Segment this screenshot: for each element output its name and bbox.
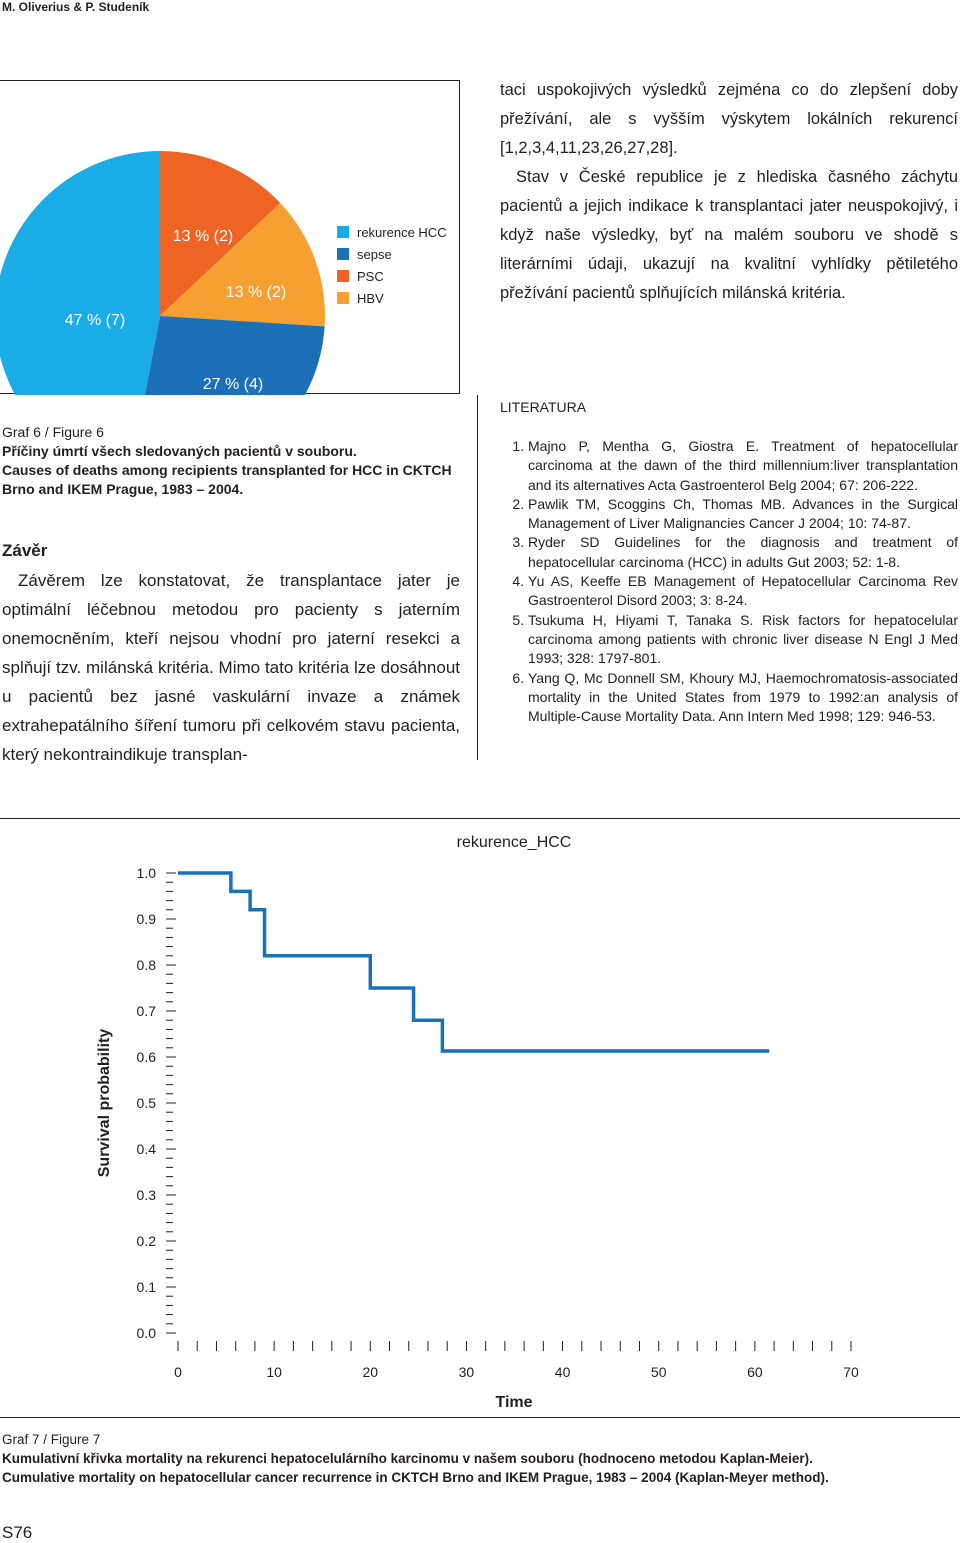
reference-item: 3. Ryder SD Guidelines for the diagnosis and treatment of hepatocellular carcinoma (HCC) in adults Gut 2003; 52: 1-8. xyxy=(528,533,958,572)
running-header: M. Oliverius & P. Studeník xyxy=(2,0,150,14)
legend-item xyxy=(337,221,447,243)
legend-label: HBV xyxy=(357,290,384,306)
caption-en: Cumulative mortality on hepatocellular cancer recurrence in CKTCH Brno and IKEM Prague, 1983 – 2004 (Kaplan-Meyer method). xyxy=(2,1470,829,1485)
caption-en: Causes of deaths among recipients transplanted for HCC in CKTCH Brno and IKEM Prague, 1983 – 2004. xyxy=(2,462,452,497)
column-divider xyxy=(477,395,478,760)
caption-label: Graf 6 / Figure 6 xyxy=(2,424,104,440)
paragraph: Stav v České republice je z hlediska časného záchytu pacientů a jejich indikace k transplantaci jater neuspokojivý, i když naše výsledky, byť na malém souboru ve shodě s literárními údaji, ukazují na kvalitní vyhlídky pětiletého přežívání pacientů splňujících milánská kritéria. xyxy=(500,168,958,302)
y-axis-label: Survival probability xyxy=(96,1028,113,1178)
paragraph: Závěrem lze konstatovat, že transplantace jater je optimální léčebnou metodou pro pacienty s jaterním onemocněním, kteří nejsou vhodní pro jaterní resekci a splňují tzv. milánská kritéria. Mimo tato kritéria lze dosáhnout u pacientů bez jasné vaskulární invaze a známek extrahepatálního šíření tumoru při celkovém stavu pacienta, který nekontraindikuje transplan- xyxy=(2,571,460,764)
legend-swatch xyxy=(337,292,349,304)
reference-item: 5. Tsukuma H, Hiyami T, Tanaka S. Risk factors for hepatocelular carcinoma among patients with chronic liver disease N Engl J Med 1993; 328: 1797-801. xyxy=(528,611,958,669)
legend-label: sepse xyxy=(357,246,392,262)
paragraph: taci uspokojivých výsledků zejména co do zlepšení doby přežívání, ale s vyšším výskytem lokálních rekurencí [1,2,3,4,11,23,26,27,28]. xyxy=(500,81,958,157)
legend-item xyxy=(337,265,447,287)
x-axis-label: Time xyxy=(495,1394,533,1411)
legend-swatch xyxy=(337,270,349,282)
pie-slice-label: 27 % (4) xyxy=(202,376,264,394)
legend-item xyxy=(337,243,447,265)
chart-title: rekurence_HCC xyxy=(456,834,572,851)
x-tick-label: 20 xyxy=(362,1364,379,1380)
y-tick-label: 1.0 xyxy=(136,865,156,881)
survival-curve xyxy=(178,873,769,1051)
y-tick-label: 0.1 xyxy=(136,1279,156,1295)
references-list xyxy=(508,437,958,726)
references-heading: LITERATURA xyxy=(500,399,587,415)
reference-item: 2. Pawlik TM, Scoggins Ch, Thomas MB. Advances in the Surgical Management of Liver Malignancies Cancer J 2004; 10: 74-87. xyxy=(528,495,958,534)
x-tick-label: 10 xyxy=(266,1364,282,1380)
page-number: S76 xyxy=(2,1523,33,1542)
figure-7-frame xyxy=(0,818,960,1418)
y-tick-label: 0.7 xyxy=(136,1003,156,1019)
legend-swatch xyxy=(337,248,349,260)
caption-cz: Kumulativní křivka mortality na rekurenci hepatocelulárního karcinomu v našem souboru (hodnoceno metodou Kaplan-Meier). xyxy=(2,1451,813,1466)
pie-slice-label: 47 % (7) xyxy=(64,312,126,330)
y-tick-label: 0.2 xyxy=(136,1233,156,1249)
x-tick-label: 0 xyxy=(174,1364,182,1380)
y-tick-label: 0.4 xyxy=(136,1141,156,1157)
legend-label: PSC xyxy=(357,268,384,284)
y-tick-label: 0.6 xyxy=(136,1049,156,1065)
y-tick-label: 0.3 xyxy=(136,1187,156,1203)
y-tick-label: 0.9 xyxy=(136,911,156,927)
reference-item: 4. Yu AS, Keeffe EB Management of Hepatocellular Carcinoma Rev Gastroenterol Disord 2003; 3: 8-24. xyxy=(528,572,958,611)
y-tick-label: 0.5 xyxy=(136,1095,156,1111)
section-heading: Závěr xyxy=(2,541,48,560)
figure-6-caption xyxy=(2,423,457,499)
y-tick-label: 0.8 xyxy=(136,957,156,973)
y-tick-label: 0.0 xyxy=(136,1325,156,1341)
figure-7-caption xyxy=(2,1430,957,1487)
caption-cz: Příčiny úmrtí všech sledovaných pacientů v souboru. xyxy=(2,443,357,459)
legend-label: rekurence HCC xyxy=(357,224,447,240)
reference-item: 6. Yang Q, Mc Donnell SM, Khoury MJ, Haemochromatosis-associated mortality in the United States from 1979 to 1992:an analysis of Multiple-Cause Mortality Data. Ann Intern Med 1998; 129: 946-53. xyxy=(528,669,958,727)
caption-label: Graf 7 / Figure 7 xyxy=(2,1432,101,1447)
pie-slice-label: 13 % (2) xyxy=(172,228,234,246)
x-tick-label: 30 xyxy=(458,1364,475,1380)
conclusion-text xyxy=(2,566,460,769)
legend-swatch xyxy=(337,226,349,238)
x-tick-label: 40 xyxy=(554,1364,571,1380)
x-tick-label: 60 xyxy=(747,1364,763,1380)
figure-6-frame xyxy=(0,80,460,394)
x-tick-label: 70 xyxy=(843,1364,859,1380)
reference-item: 1. Majno P, Mentha G, Giostra E. Treatment of hepatocellular carcinoma at the dawn of the third millennium:liver transplantation and its alternatives Acta Gastroenterol Belg 2004; 67: 206-222. xyxy=(528,437,958,495)
pie-legend xyxy=(337,221,447,309)
pie-slice xyxy=(0,151,160,395)
body-text-right xyxy=(500,76,958,308)
x-tick-label: 50 xyxy=(650,1364,667,1380)
legend-item xyxy=(337,287,447,309)
pie-slice-label: 13 % (2) xyxy=(225,284,287,302)
km-chart xyxy=(0,819,960,1419)
